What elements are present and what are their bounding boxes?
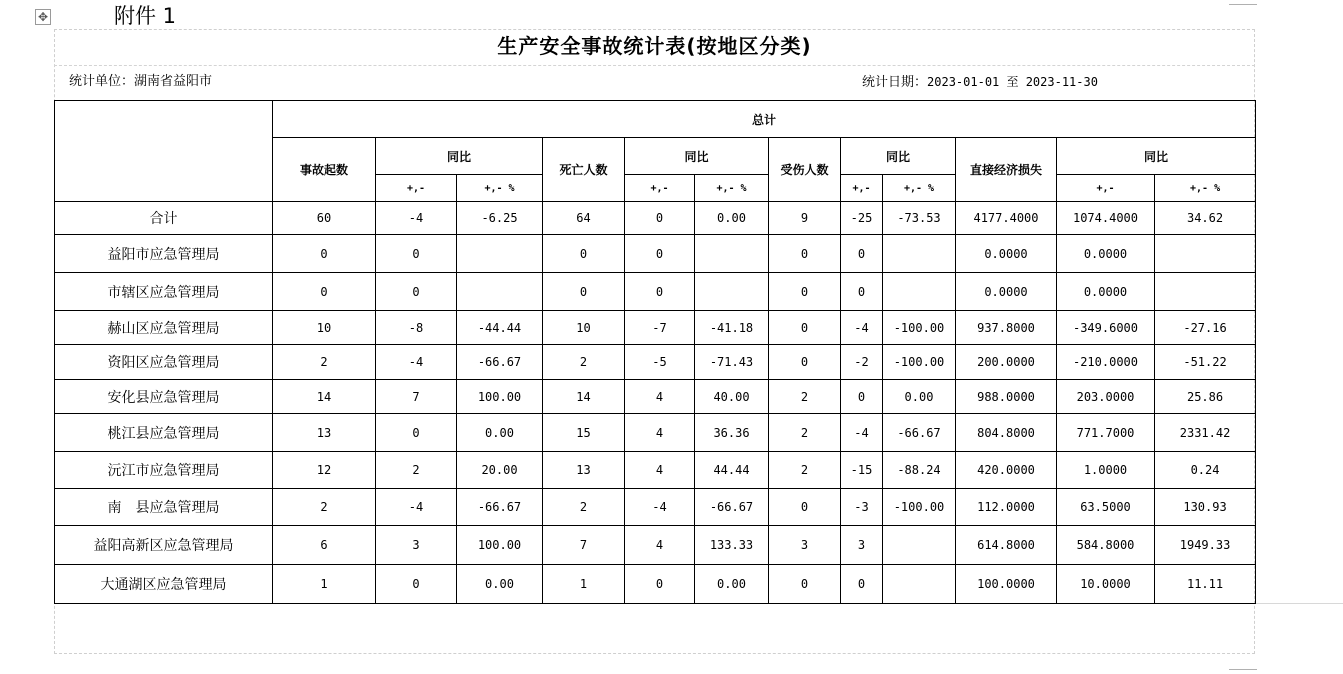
table-row bbox=[55, 345, 1256, 380]
diff-subheader: +,- bbox=[1057, 175, 1155, 202]
region-name-cell: 资阳区应急管理局 bbox=[55, 345, 273, 380]
pct-subheader: +,- % bbox=[695, 175, 769, 202]
value-cell bbox=[695, 235, 769, 273]
diff-subheader: +,- bbox=[841, 175, 883, 202]
value-cell: 0 bbox=[376, 414, 457, 452]
value-cell: 1.0000 bbox=[1057, 452, 1155, 489]
table-row bbox=[55, 565, 1256, 604]
value-cell: 2 bbox=[769, 380, 841, 414]
table-row bbox=[55, 526, 1256, 565]
accidents-header: 事故起数 bbox=[273, 138, 376, 202]
unit-value: 湖南省益阳市 bbox=[134, 74, 213, 89]
value-cell: 3 bbox=[841, 526, 883, 565]
region-name-cell: 合计 bbox=[55, 202, 273, 235]
value-cell: -41.18 bbox=[695, 311, 769, 345]
value-cell: 3 bbox=[769, 526, 841, 565]
total-row bbox=[55, 202, 1256, 235]
value-cell: 13 bbox=[273, 414, 376, 452]
value-cell: 10.0000 bbox=[1057, 565, 1155, 604]
table-row bbox=[55, 414, 1256, 452]
value-cell: 64 bbox=[543, 202, 625, 235]
value-cell: 203.0000 bbox=[1057, 380, 1155, 414]
value-cell: 0 bbox=[376, 235, 457, 273]
value-cell: 7 bbox=[543, 526, 625, 565]
value-cell: 0 bbox=[841, 380, 883, 414]
value-cell: 44.44 bbox=[695, 452, 769, 489]
value-cell: 63.5000 bbox=[1057, 489, 1155, 526]
value-cell: 0 bbox=[273, 273, 376, 311]
region-name-cell: 大通湖区应急管理局 bbox=[55, 565, 273, 604]
value-cell: 6 bbox=[273, 526, 376, 565]
value-cell: -44.44 bbox=[457, 311, 543, 345]
value-cell bbox=[695, 273, 769, 311]
value-cell: 60 bbox=[273, 202, 376, 235]
value-cell: 10 bbox=[543, 311, 625, 345]
value-cell: -25 bbox=[841, 202, 883, 235]
value-cell: -88.24 bbox=[883, 452, 956, 489]
value-cell: -100.00 bbox=[883, 489, 956, 526]
title-divider bbox=[54, 65, 1255, 66]
value-cell: 988.0000 bbox=[956, 380, 1057, 414]
value-cell: 420.0000 bbox=[956, 452, 1057, 489]
attachment-label: 附件 1 bbox=[114, 4, 177, 28]
value-cell: -66.67 bbox=[457, 345, 543, 380]
value-cell: 0.00 bbox=[695, 202, 769, 235]
value-cell: 2 bbox=[273, 345, 376, 380]
value-cell: 1949.33 bbox=[1155, 526, 1256, 565]
value-cell: 100.0000 bbox=[956, 565, 1057, 604]
page-title: 生产安全事故统计表(按地区分类) bbox=[497, 34, 812, 58]
pct-subheader: +,- % bbox=[1155, 175, 1256, 202]
accident-statistics-table bbox=[54, 100, 1256, 604]
value-cell: -210.0000 bbox=[1057, 345, 1155, 380]
region-name-cell: 益阳市应急管理局 bbox=[55, 235, 273, 273]
region-name-cell: 益阳高新区应急管理局 bbox=[55, 526, 273, 565]
value-cell: -2 bbox=[841, 345, 883, 380]
value-cell: -15 bbox=[841, 452, 883, 489]
value-cell: -4 bbox=[376, 489, 457, 526]
economic-loss-header: 直接经济损失 bbox=[956, 138, 1057, 202]
yoy-deaths-header: 同比 bbox=[625, 138, 769, 175]
value-cell: 25.86 bbox=[1155, 380, 1256, 414]
table-body bbox=[55, 202, 1256, 604]
value-cell: -66.67 bbox=[457, 489, 543, 526]
value-cell: 0.0000 bbox=[1057, 273, 1155, 311]
value-cell: 0 bbox=[376, 273, 457, 311]
value-cell: 11.11 bbox=[1155, 565, 1256, 604]
table-row bbox=[55, 489, 1256, 526]
region-name-cell: 沅江市应急管理局 bbox=[55, 452, 273, 489]
page-corner-marker bbox=[1229, 669, 1257, 674]
pct-subheader: +,- % bbox=[457, 175, 543, 202]
value-cell: -4 bbox=[376, 202, 457, 235]
value-cell: 0 bbox=[625, 235, 695, 273]
value-cell: 0 bbox=[841, 565, 883, 604]
value-cell: 10 bbox=[273, 311, 376, 345]
value-cell bbox=[457, 273, 543, 311]
value-cell: 0 bbox=[625, 565, 695, 604]
value-cell: 0.00 bbox=[695, 565, 769, 604]
value-cell: 0.00 bbox=[457, 565, 543, 604]
value-cell: 200.0000 bbox=[956, 345, 1057, 380]
value-cell: 20.00 bbox=[457, 452, 543, 489]
value-cell: 0 bbox=[543, 235, 625, 273]
value-cell: 2 bbox=[376, 452, 457, 489]
value-cell: 2 bbox=[273, 489, 376, 526]
value-cell: 0 bbox=[376, 565, 457, 604]
value-cell bbox=[883, 565, 956, 604]
value-cell: 0 bbox=[273, 235, 376, 273]
value-cell: 2331.42 bbox=[1155, 414, 1256, 452]
value-cell: 0.0000 bbox=[956, 273, 1057, 311]
value-cell: 804.8000 bbox=[956, 414, 1057, 452]
injured-header: 受伤人数 bbox=[769, 138, 841, 202]
diff-subheader: +,- bbox=[376, 175, 457, 202]
value-cell: 14 bbox=[273, 380, 376, 414]
value-cell: 0 bbox=[625, 273, 695, 311]
pct-subheader: +,- % bbox=[883, 175, 956, 202]
value-cell: 0 bbox=[769, 345, 841, 380]
value-cell: 1 bbox=[273, 565, 376, 604]
value-cell: 4 bbox=[625, 414, 695, 452]
value-cell: 0 bbox=[841, 273, 883, 311]
value-cell: 15 bbox=[543, 414, 625, 452]
yoy-loss-header: 同比 bbox=[1057, 138, 1256, 175]
value-cell: -4 bbox=[376, 345, 457, 380]
region-name-cell: 安化县应急管理局 bbox=[55, 380, 273, 414]
value-cell: -100.00 bbox=[883, 345, 956, 380]
value-cell: 2 bbox=[543, 489, 625, 526]
region-header-cell bbox=[55, 101, 273, 202]
unit-label: 统计单位： bbox=[69, 74, 135, 89]
value-cell: 937.8000 bbox=[956, 311, 1057, 345]
value-cell: 40.00 bbox=[695, 380, 769, 414]
value-cell: 3 bbox=[376, 526, 457, 565]
date-value: 2023-01-01 至 2023-11-30 bbox=[927, 75, 1098, 89]
value-cell: -51.22 bbox=[1155, 345, 1256, 380]
diff-subheader: +,- bbox=[625, 175, 695, 202]
value-cell: 0 bbox=[543, 273, 625, 311]
value-cell: 130.93 bbox=[1155, 489, 1256, 526]
value-cell: 9 bbox=[769, 202, 841, 235]
statistics-unit bbox=[69, 73, 212, 91]
value-cell bbox=[883, 235, 956, 273]
value-cell: 614.8000 bbox=[956, 526, 1057, 565]
table-row bbox=[55, 380, 1256, 414]
value-cell: 0 bbox=[769, 235, 841, 273]
value-cell: -66.67 bbox=[883, 414, 956, 452]
table-row bbox=[55, 311, 1256, 345]
value-cell: -4 bbox=[625, 489, 695, 526]
value-cell: 0.00 bbox=[883, 380, 956, 414]
value-cell: -8 bbox=[376, 311, 457, 345]
value-cell bbox=[883, 273, 956, 311]
value-cell: 2 bbox=[543, 345, 625, 380]
value-cell: 0 bbox=[841, 235, 883, 273]
table-row bbox=[55, 235, 1256, 273]
value-cell: -66.67 bbox=[695, 489, 769, 526]
value-cell: 1074.4000 bbox=[1057, 202, 1155, 235]
page-corner-marker bbox=[1229, 0, 1257, 5]
value-cell: -4 bbox=[841, 311, 883, 345]
region-name-cell: 赫山区应急管理局 bbox=[55, 311, 273, 345]
table-row bbox=[55, 273, 1256, 311]
value-cell: 0.0000 bbox=[956, 235, 1057, 273]
value-cell: 14 bbox=[543, 380, 625, 414]
value-cell: 34.62 bbox=[1155, 202, 1256, 235]
value-cell: 584.8000 bbox=[1057, 526, 1155, 565]
value-cell: 36.36 bbox=[695, 414, 769, 452]
value-cell: -27.16 bbox=[1155, 311, 1256, 345]
value-cell bbox=[883, 526, 956, 565]
value-cell bbox=[1155, 235, 1256, 273]
date-label: 统计日期： bbox=[862, 75, 928, 90]
value-cell: 12 bbox=[273, 452, 376, 489]
yoy-injured-header: 同比 bbox=[841, 138, 956, 175]
page-edge-line bbox=[1256, 603, 1343, 604]
value-cell bbox=[457, 235, 543, 273]
value-cell: 4 bbox=[625, 526, 695, 565]
value-cell: -73.53 bbox=[883, 202, 956, 235]
value-cell: 13 bbox=[543, 452, 625, 489]
value-cell: 4177.4000 bbox=[956, 202, 1057, 235]
total-header: 总计 bbox=[273, 101, 1256, 138]
value-cell: -7 bbox=[625, 311, 695, 345]
value-cell: 0.0000 bbox=[1057, 235, 1155, 273]
value-cell: -6.25 bbox=[457, 202, 543, 235]
value-cell: 2 bbox=[769, 452, 841, 489]
value-cell: 4 bbox=[625, 452, 695, 489]
value-cell: 0 bbox=[769, 489, 841, 526]
region-name-cell: 南 县应急管理局 bbox=[55, 489, 273, 526]
value-cell: 771.7000 bbox=[1057, 414, 1155, 452]
value-cell: -3 bbox=[841, 489, 883, 526]
value-cell: 133.33 bbox=[695, 526, 769, 565]
value-cell: -71.43 bbox=[695, 345, 769, 380]
value-cell: 100.00 bbox=[457, 526, 543, 565]
value-cell: -349.6000 bbox=[1057, 311, 1155, 345]
value-cell: 0 bbox=[625, 202, 695, 235]
yoy-accidents-header: 同比 bbox=[376, 138, 543, 175]
move-cross-icon[interactable]: ✥ bbox=[35, 9, 51, 25]
value-cell: -5 bbox=[625, 345, 695, 380]
deaths-header: 死亡人数 bbox=[543, 138, 625, 202]
value-cell: -4 bbox=[841, 414, 883, 452]
value-cell: 0 bbox=[769, 565, 841, 604]
value-cell bbox=[1155, 273, 1256, 311]
value-cell: 100.00 bbox=[457, 380, 543, 414]
region-name-cell: 市辖区应急管理局 bbox=[55, 273, 273, 311]
value-cell: 1 bbox=[543, 565, 625, 604]
value-cell: 4 bbox=[625, 380, 695, 414]
value-cell: -100.00 bbox=[883, 311, 956, 345]
value-cell: 112.0000 bbox=[956, 489, 1057, 526]
table-row bbox=[55, 452, 1256, 489]
value-cell: 7 bbox=[376, 380, 457, 414]
value-cell: 0 bbox=[769, 273, 841, 311]
value-cell: 0.24 bbox=[1155, 452, 1256, 489]
region-name-cell: 桃江县应急管理局 bbox=[55, 414, 273, 452]
value-cell: 0 bbox=[769, 311, 841, 345]
statistics-date bbox=[862, 73, 1098, 92]
value-cell: 2 bbox=[769, 414, 841, 452]
value-cell: 0.00 bbox=[457, 414, 543, 452]
